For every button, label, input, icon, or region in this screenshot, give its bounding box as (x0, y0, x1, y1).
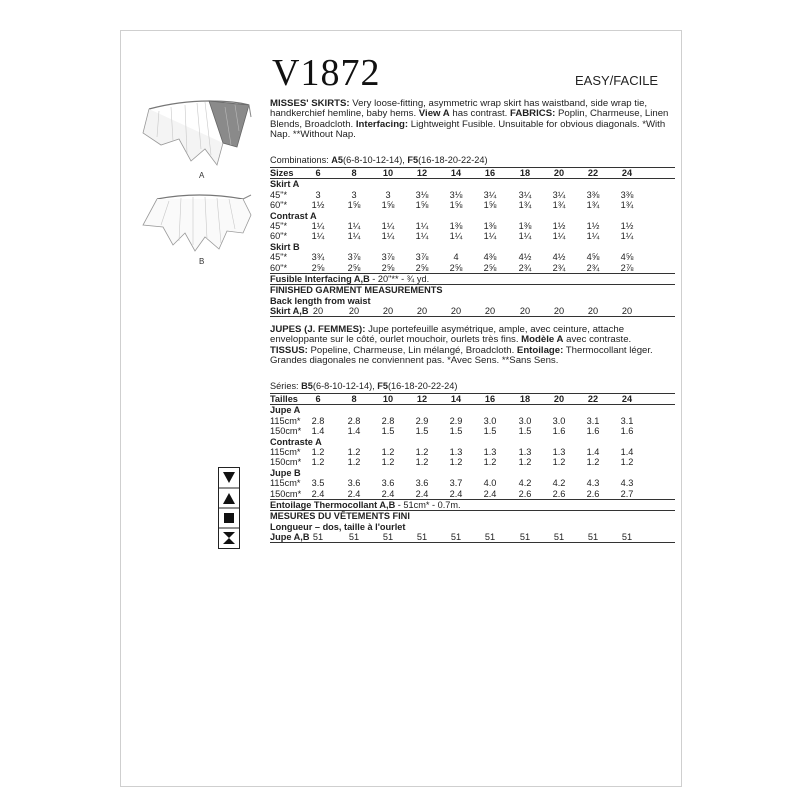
yardage-cell: 1.3 (518, 446, 532, 457)
yardage-cell: 3.5 (311, 478, 325, 489)
yardage-row (270, 489, 675, 499)
desc-text: avec contraste. (563, 334, 632, 346)
size-24: 24 (621, 394, 633, 404)
sizes-label: Tailles (270, 394, 298, 404)
fusible-row (270, 499, 675, 510)
yardage-cell: 1.4 (586, 446, 600, 457)
yardage-cell: 1.2 (449, 457, 463, 468)
yardage-cell: 3.7 (449, 478, 463, 489)
yardage-cell: 4½ (518, 252, 532, 263)
section-title-row (270, 468, 675, 478)
yardage-cell: 3⅞ (415, 252, 429, 263)
yardage-cell: 1¼ (311, 231, 325, 242)
width-label: 45"* (270, 189, 288, 200)
width-label: 115cm* (270, 446, 301, 457)
interfacing-text: Thermocollant léger. Grandes diagonales ne conviennent pas. *Avec Sens. **Sans Sens. (270, 344, 653, 367)
size-18: 18 (519, 168, 531, 178)
yardage-cell: 1.5 (415, 426, 429, 437)
back-length-cell: 51 (450, 532, 462, 543)
yardage-cell: 2.8 (347, 415, 361, 426)
combination-a5: A5 (331, 155, 344, 165)
fusible-label: Fusible Interfacing A,B (270, 273, 370, 284)
back-length-cell: 51 (416, 532, 428, 543)
yardage-cell: 1.2 (518, 457, 532, 468)
yardage-cell: 3.0 (552, 415, 566, 426)
series-prefix: Séries: (270, 381, 302, 391)
yardage-cell: 3.1 (620, 415, 634, 426)
series-f5-range: (16-18-20-22-24) (387, 381, 458, 391)
yardage-table-french (270, 393, 675, 543)
section-title: Contraste A (270, 436, 322, 447)
yardage-cell: 2.9 (449, 415, 463, 426)
yardage-cell: 2¾ (586, 262, 600, 273)
desc-text: Very loose-fitting, asymmetric wrap skirt has waistband, side wrap tie, handkerchief hemline, baby hems. (270, 98, 648, 120)
size-24: 24 (621, 168, 633, 178)
yardage-cell: 3.6 (381, 478, 395, 489)
back-length-cell: 51 (621, 532, 633, 543)
yardage-cell: 1¼ (586, 231, 600, 242)
size-6: 6 (315, 394, 321, 404)
width-label: 60"* (270, 231, 288, 242)
back-length-cell: 20 (416, 306, 428, 317)
yardage-cell: 3¼ (552, 189, 566, 200)
section-title-row (270, 178, 675, 189)
yardage-cell: 1.5 (449, 426, 463, 437)
yardage-cell: 3.6 (415, 478, 429, 489)
yardage-cell: 2.4 (381, 488, 395, 499)
yardage-cell: 1.4 (620, 446, 634, 457)
yardage-cell: 1.6 (552, 426, 566, 437)
yardage-cell: 1.3 (552, 446, 566, 457)
fusible-text (270, 500, 461, 510)
triangle-down-icon (223, 472, 235, 483)
combination-f5-range: (16-18-20-22-24) (418, 155, 488, 165)
yardage-cell: 3⅜ (620, 189, 634, 200)
yardage-cell: 1.2 (381, 446, 395, 457)
yardage-cell: 1.2 (415, 446, 429, 457)
back-length-cell: 20 (519, 306, 531, 317)
width-label: 45"* (270, 252, 288, 263)
back-length-cell: 51 (382, 532, 394, 543)
back-length-title-row (270, 522, 675, 532)
pattern-number: V1872 (272, 52, 381, 94)
yardage-cell: 3 (315, 189, 321, 200)
yardage-row (270, 447, 675, 457)
yardage-cell: 1.4 (347, 426, 361, 437)
series-b5-range: (6-8-10-12-14), (312, 381, 378, 391)
back-length-cell: 51 (587, 532, 599, 543)
yardage-cell: 1.2 (586, 457, 600, 468)
yardage-cell: 2.4 (347, 488, 361, 499)
section-title: Jupe B (270, 467, 301, 478)
size-22: 22 (587, 168, 599, 178)
yardage-cell: 1.2 (552, 457, 566, 468)
fusible-value: - 20"** - ¾ yd. (369, 273, 430, 284)
yardage-cell: 1.6 (586, 426, 600, 437)
skirt-a-illustration (139, 87, 259, 169)
yardage-cell: 3.6 (347, 478, 361, 489)
back-length-cell: 20 (382, 306, 394, 317)
size-20: 20 (553, 394, 565, 404)
yardage-cell: 3¼ (483, 189, 497, 200)
yardage-cell: 4.0 (483, 478, 497, 489)
size-10: 10 (382, 394, 394, 404)
yardage-row (270, 426, 675, 436)
width-label: 60"* (270, 200, 288, 211)
yardage-cell: 2.4 (311, 488, 325, 499)
yardage-cell: 3 (385, 189, 391, 200)
interfacing-label: Entoilage: (516, 344, 564, 356)
section-title: Skirt B (270, 241, 300, 252)
yardage-row (270, 416, 675, 426)
desc-lead: JUPES (J. FEMMES): (270, 324, 366, 335)
yardage-cell: 2.4 (483, 488, 497, 499)
fusible-text (270, 274, 429, 284)
size-6: 6 (315, 168, 321, 178)
section-title: Jupe A (270, 405, 301, 416)
yardage-cell: 1.5 (381, 426, 395, 437)
yardage-cell: 4⅝ (586, 252, 600, 263)
back-length-cell: 51 (312, 532, 324, 543)
back-length-title-row (270, 296, 675, 306)
yardage-cell: 1¼ (415, 220, 429, 231)
yardage-cell: 1¾ (620, 200, 634, 211)
yardage-cell: 3¾ (311, 252, 325, 263)
yardage-cell: 1.2 (347, 446, 361, 457)
view-b (139, 181, 259, 266)
fabrics-text: Popeline, Charmeuse, Lin mélangé, Broadcloth. (307, 344, 517, 356)
yardage-cell: 2.7 (620, 488, 634, 499)
yardage-cell: 1¼ (347, 231, 361, 242)
yardage-table-english (270, 167, 675, 317)
width-label: 115cm* (270, 415, 301, 426)
desc-lead: MISSES' SKIRTS: (270, 98, 350, 109)
yardage-cell: 1¼ (620, 231, 634, 242)
size-16: 16 (484, 168, 496, 178)
series-f5: F5 (377, 381, 388, 391)
back-length-cell: 20 (348, 306, 360, 317)
yardage-cell: 3.0 (483, 415, 497, 426)
section-title: Skirt A (270, 179, 300, 190)
fusible-label: Entoilage Thermocollant A,B (270, 499, 396, 510)
yardage-cell: 2¾ (518, 262, 532, 273)
width-label: 115cm* (270, 478, 301, 489)
interfacing-label: Interfacing: (355, 118, 409, 130)
yardage-row (270, 221, 675, 231)
width-label: 150cm* (270, 426, 302, 437)
width-label: 150cm* (270, 457, 302, 468)
section-title-row (270, 211, 675, 221)
yardage-cell: 1¼ (449, 231, 463, 242)
yardage-cell: 1¼ (518, 231, 532, 242)
yardage-row (270, 200, 675, 210)
size-16: 16 (484, 394, 496, 404)
back-length-label: Jupe A,B (270, 532, 310, 543)
size-22: 22 (587, 394, 599, 404)
view-b-label: B (199, 257, 205, 266)
back-length-title: Back length from waist (270, 295, 371, 306)
yardage-cell: 1¼ (381, 231, 395, 242)
size-12: 12 (416, 168, 428, 178)
table-end-rule (270, 542, 675, 543)
yardage-cell: 1.2 (347, 457, 361, 468)
size-14: 14 (450, 394, 462, 404)
series-b5: B5 (301, 381, 313, 391)
yardage-cell: 1.2 (483, 457, 497, 468)
yardage-cell: 1¼ (311, 220, 325, 231)
yardage-cell: 1⅝ (483, 200, 497, 211)
yardage-cell: 1⅜ (449, 220, 463, 231)
table-end-rule (270, 316, 675, 317)
desc-text: has contrast. (449, 108, 510, 120)
size-8: 8 (351, 168, 357, 178)
yardage-cell: 2⅝ (449, 262, 463, 273)
yardage-cell: 1.6 (620, 426, 634, 437)
yardage-cell: 3¼ (518, 189, 532, 200)
yardage-row (270, 190, 675, 200)
yardage-cell: 1¼ (381, 220, 395, 231)
sizes-header-row (270, 167, 675, 178)
description-french (270, 325, 670, 367)
yardage-cell: 2.4 (415, 488, 429, 499)
section-title-row (270, 404, 675, 415)
yardage-cell: 2.6 (552, 488, 566, 499)
yardage-cell: 1⅝ (381, 200, 395, 211)
yardage-cell: 2⅝ (381, 262, 395, 273)
yardage-cell: 1⅝ (347, 200, 361, 211)
yardage-cell: 2⅞ (620, 262, 634, 273)
yardage-cell: 3.0 (518, 415, 532, 426)
yardage-cell: 1.2 (311, 457, 325, 468)
fusible-row (270, 273, 675, 284)
yardage-cell: 1¾ (552, 200, 566, 211)
yardage-cell: 3⅜ (586, 189, 600, 200)
back-length-label: Skirt A,B (270, 306, 309, 317)
view-a-label: A (199, 171, 205, 180)
yardage-cell: 3⅛ (415, 189, 429, 200)
series-line (270, 381, 457, 391)
size-14: 14 (450, 168, 462, 178)
yardage-cell: 3.1 (586, 415, 600, 426)
back-length-cell: 51 (553, 532, 565, 543)
yardage-cell: 1⅝ (415, 200, 429, 211)
yardage-cell: 1.4 (311, 426, 325, 437)
back-length-cell: 20 (312, 306, 324, 317)
back-length-title: Longueur – dos, taille à l'ourlet (270, 521, 406, 532)
width-label: 60"* (270, 262, 288, 273)
triangle-up-icon (223, 493, 235, 504)
difficulty-label: EASY/FACILE (575, 73, 659, 88)
yardage-cell: 4.3 (620, 478, 634, 489)
yardage-cell: 1½ (552, 220, 566, 231)
combinations-prefix: Combinations: (270, 155, 332, 165)
size-10: 10 (382, 168, 394, 178)
back-length-row (270, 532, 675, 542)
finished-title-row (270, 284, 675, 295)
yardage-cell: 1¼ (552, 231, 566, 242)
finished-title-row (270, 510, 675, 521)
yardage-cell: 1.2 (311, 446, 325, 457)
yardage-cell: 3⅞ (347, 252, 361, 263)
sizes-label: Sizes (270, 168, 294, 178)
finished-title: MESURES DU VÊTEMENTS FINI (270, 511, 410, 522)
yardage-row (270, 252, 675, 262)
yardage-cell: 3⅞ (381, 252, 395, 263)
width-label: 150cm* (270, 488, 302, 499)
combination-a5-range: (6-8-10-12-14), (343, 155, 408, 165)
width-label: 45"* (270, 220, 288, 231)
yardage-cell: 4⅝ (620, 252, 634, 263)
yardage-cell: 1.3 (449, 446, 463, 457)
back-length-cell: 51 (348, 532, 360, 543)
fabrics-label: FABRICS: (510, 108, 556, 120)
yardage-cell: 2.8 (381, 415, 395, 426)
yardage-row (270, 478, 675, 488)
yardage-cell: 1½ (586, 220, 600, 231)
yardage-cell: 4.2 (518, 478, 532, 489)
size-12: 12 (416, 394, 428, 404)
yardage-cell: 1.5 (518, 426, 532, 437)
yardage-cell: 1⅜ (483, 220, 497, 231)
back-length-cell: 20 (621, 306, 633, 317)
yardage-cell: 1.2 (381, 457, 395, 468)
yardage-cell: 2⅝ (415, 262, 429, 273)
pattern-envelope-back (120, 30, 682, 787)
yardage-cell: 1¾ (518, 200, 532, 211)
yardage-cell: 1.3 (483, 446, 497, 457)
desc-view-label: Modèle A (521, 334, 564, 346)
yardage-cell: 1.2 (620, 457, 634, 468)
size-20: 20 (553, 168, 565, 178)
yardage-cell: 2.8 (311, 415, 325, 426)
section-title-row (270, 437, 675, 447)
combination-f5: F5 (407, 155, 419, 165)
fabrics-label: TISSUS: (270, 344, 308, 356)
pattern-symbols (218, 467, 240, 549)
yardage-row (270, 231, 675, 241)
back-length-cell: 20 (450, 306, 462, 317)
yardage-cell: 2⅝ (311, 262, 325, 273)
back-length-cell: 51 (519, 532, 531, 543)
sizes-header-row (270, 393, 675, 404)
yardage-cell: 4.3 (586, 478, 600, 489)
yardage-cell: 2⅝ (347, 262, 361, 273)
yardage-cell: 1¼ (483, 231, 497, 242)
square-icon (224, 513, 234, 523)
back-length-cell: 20 (484, 306, 496, 317)
yardage-cell: 4 (453, 252, 459, 263)
desc-view-label: View A (418, 108, 450, 120)
back-length-cell: 20 (553, 306, 565, 317)
yardage-row (270, 263, 675, 273)
fabrics-text: Poplin, Charmeuse, Linen Blends, Broadcloth. (270, 108, 669, 130)
yardage-cell: 3 (351, 189, 357, 200)
desc-text: Jupe portefeuille asymétrique, ample, avec ceinture, attache enveloppante sur le côté, ourlet mouchoir, ourlets très fins. (270, 324, 625, 346)
back-length-cell: 51 (484, 532, 496, 543)
yardage-cell: 1¼ (415, 231, 429, 242)
interfacing-text: Lightweight Fusible. Unsuitable for obvious diagonals. *With Nap. **Without Nap. (270, 118, 666, 141)
section-title: Contrast A (270, 210, 317, 221)
view-a (139, 87, 259, 180)
yardage-cell: 1½ (620, 220, 634, 231)
description-english (270, 99, 670, 141)
yardage-cell: 1⅝ (449, 200, 463, 211)
yardage-cell: 2.9 (415, 415, 429, 426)
yardage-cell: 1.5 (483, 426, 497, 437)
yardage-cell: 2.6 (586, 488, 600, 499)
yardage-cell: 4⅜ (483, 252, 497, 263)
yardage-cell: 1¾ (586, 200, 600, 211)
size-18: 18 (519, 394, 531, 404)
yardage-cell: 1½ (311, 200, 325, 211)
section-title-row (270, 242, 675, 252)
yardage-cell: 3⅛ (449, 189, 463, 200)
hourglass-icon (223, 532, 235, 544)
yardage-cell: 4½ (552, 252, 566, 263)
yardage-cell: 1.2 (415, 457, 429, 468)
yardage-cell: 2.6 (518, 488, 532, 499)
back-length-row (270, 306, 675, 316)
yardage-cell: 1⅜ (518, 220, 532, 231)
yardage-cell: 2⅝ (483, 262, 497, 273)
size-8: 8 (351, 394, 357, 404)
finished-title: FINISHED GARMENT MEASUREMENTS (270, 285, 443, 296)
yardage-cell: 4.2 (552, 478, 566, 489)
yardage-row (270, 457, 675, 467)
combinations-line (270, 155, 488, 165)
back-length-cell: 20 (587, 306, 599, 317)
skirt-b-illustration (139, 181, 259, 263)
yardage-cell: 2¾ (552, 262, 566, 273)
yardage-cell: 1¼ (347, 220, 361, 231)
fusible-value: - 51cm* - 0.7m. (395, 499, 461, 510)
yardage-cell: 2.4 (449, 488, 463, 499)
